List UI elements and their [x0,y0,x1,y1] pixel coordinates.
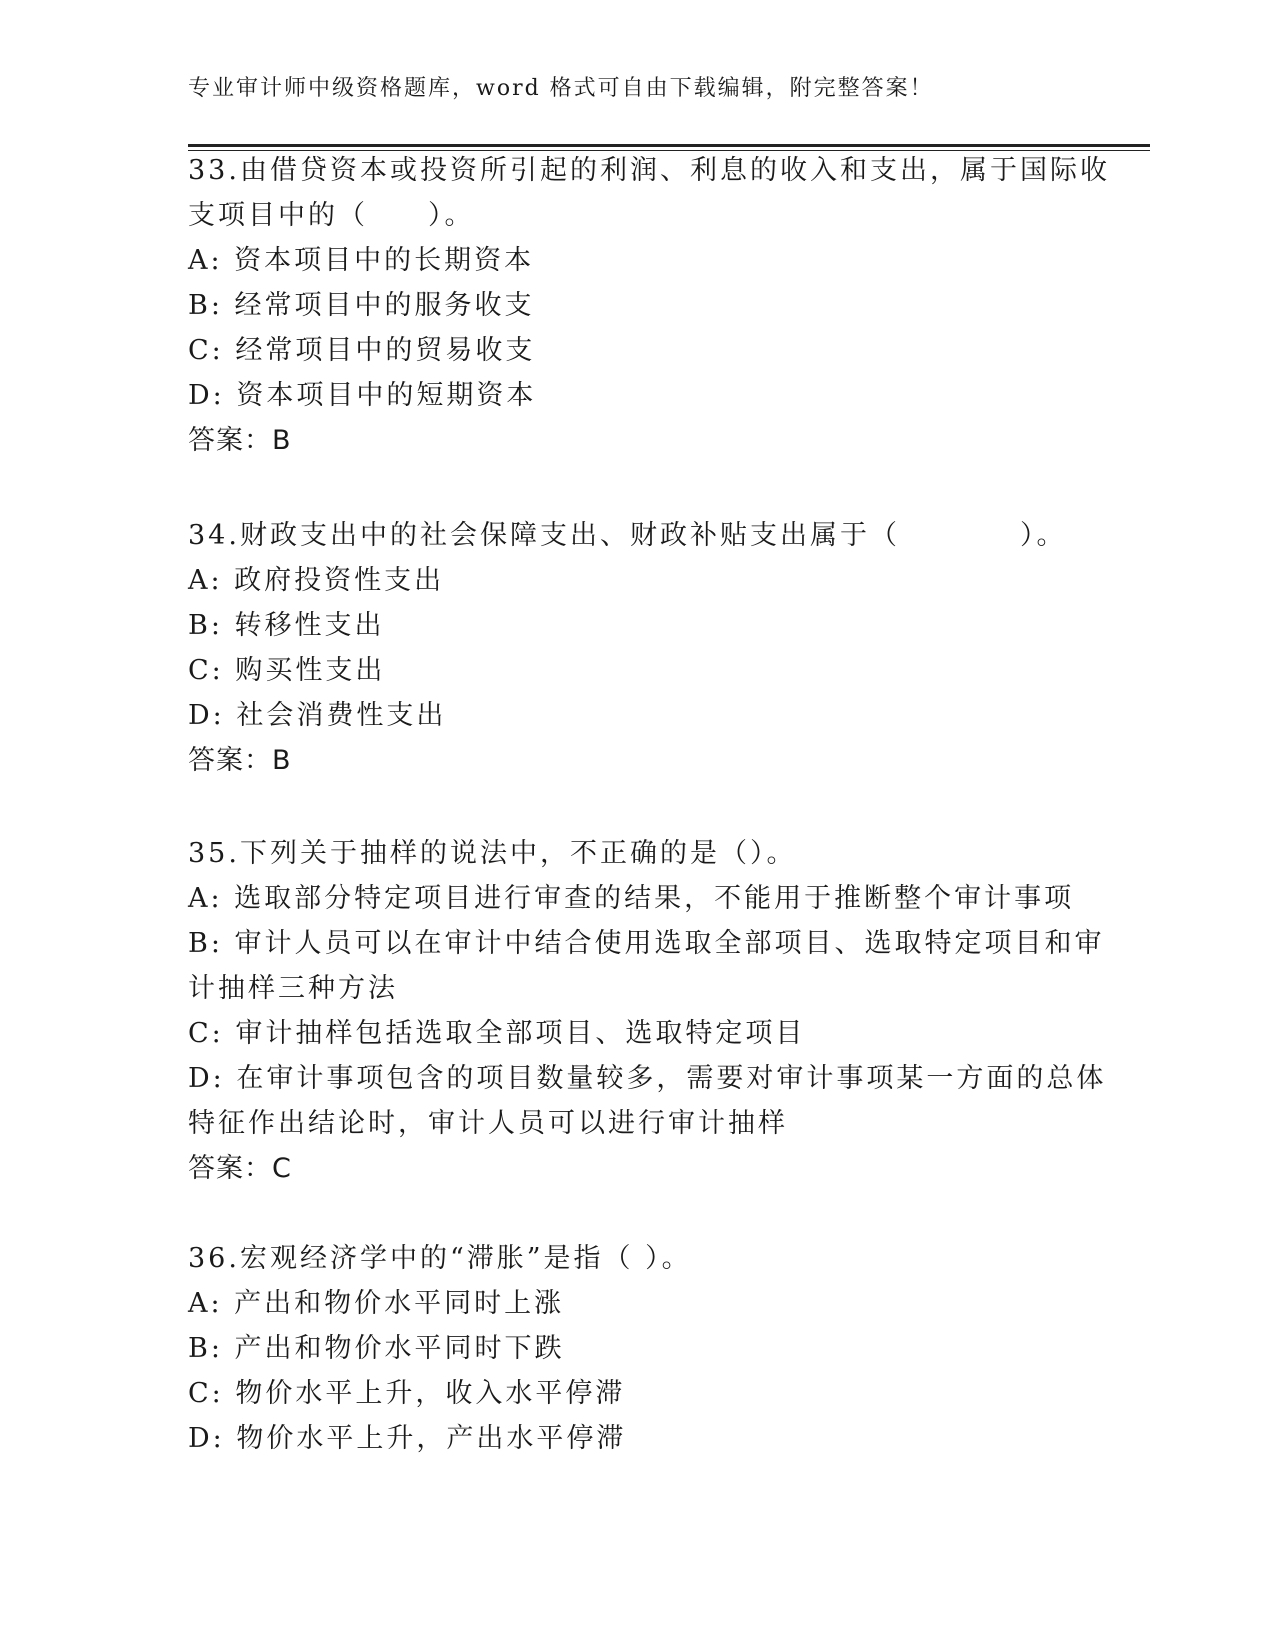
option-a: A: 产出和物价水平同时上涨 [188,1288,565,1319]
option-a: A: 选取部分特定项目进行审查的结果，不能用于推断整个审计事项 [188,883,1075,914]
question-34 [188,513,1088,783]
question-36 [188,1236,1088,1461]
question-33 [188,148,1110,463]
option-b: B: 经常项目中的服务收支 [188,290,535,321]
header-rule-thick [188,144,1150,147]
option-d-continued: 特征作出结论时，审计人员可以进行审计抽样 [188,1108,788,1139]
question-stem: 36.宏观经济学中的“滞胀”是指（ ）。 [188,1243,692,1274]
option-a: A: 资本项目中的长期资本 [188,245,535,276]
option-b-continued: 计抽样三种方法 [188,973,398,1004]
option-b: B: 转移性支出 [188,610,385,641]
question-stem: 35.下列关于抽样的说法中，不正确的是（）。 [188,838,797,869]
answer-text: 答案：B [188,425,292,456]
answer-text: 答案：C [188,1153,292,1184]
option-d: D: 物价水平上升，产出水平停滞 [188,1423,627,1454]
option-c: C: 审计抽样包括选取全部项目、选取特定项目 [188,1018,806,1049]
option-c: C: 物价水平上升，收入水平停滞 [188,1378,626,1409]
option-c: C: 经常项目中的贸易收支 [188,335,536,366]
option-b: B: 审计人员可以在审计中结合使用选取全部项目、选取特定项目和审 [188,928,1105,959]
page-header: 专业审计师中级资格题库，word 格式可自由下载编辑，附完整答案！ [188,76,934,101]
answer-text: 答案：B [188,745,292,776]
option-a: A: 政府投资性支出 [188,565,445,596]
question-stem: 34.财政支出中的社会保障支出、财政补贴支出属于（ ）。 [188,520,1067,551]
question-35 [188,831,1107,1191]
option-d: D: 在审计事项包含的项目数量较多，需要对审计事项某一方面的总体 [188,1063,1107,1094]
option-d: D: 资本项目中的短期资本 [188,380,537,411]
option-d: D: 社会消费性支出 [188,700,447,731]
option-c: C: 购买性支出 [188,655,386,686]
option-b: B: 产出和物价水平同时下跌 [188,1333,565,1364]
question-stem: 33.由借贷资本或投资所引起的利润、利息的收入和支出，属于国际收 [188,155,1110,186]
question-stem: 支项目中的（ ）。 [188,200,475,231]
